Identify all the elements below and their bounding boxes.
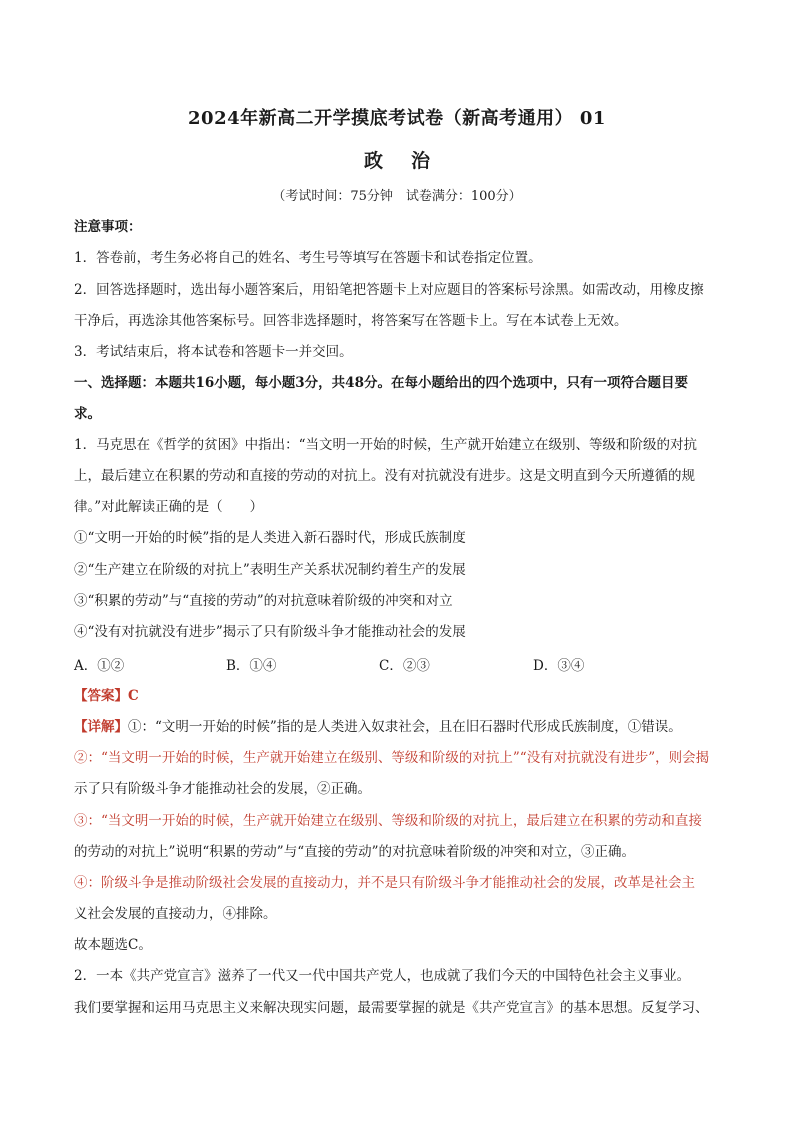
q1-statement: ③“积累的劳动”与“直接的劳动”的对抗意味着阶级的冲突和对立 <box>74 593 453 609</box>
q1-answer <box>74 686 724 706</box>
subject-title <box>0 146 794 173</box>
note-item: 1．答卷前，考生务必将自己的姓名、考生号等填写在答题卡和试卷指定位置。 <box>74 250 542 266</box>
note-item: 2．回答选择题时，选出每小题答案后，用铅笔把答题卡上对应题目的答案标号涂黑。如需改动，用橡皮擦 <box>74 282 704 298</box>
section-heading-cont: 求。 <box>74 406 101 422</box>
answer-label: 【答案】 <box>74 688 128 704</box>
detail-line: 示了只有阶级斗争才能推动社会的发展，②正确。 <box>74 781 371 797</box>
subject-char-1: 政 <box>363 150 383 172</box>
q1-conclusion: 故本题选C。 <box>74 937 152 953</box>
detail-line: ③：“当文明一开始的时候，生产就开始建立在级别、等级和阶级的对抗上，最后建立在积累的劳动和直接 <box>74 813 702 829</box>
q2-stem: 我们要掌握和运用马克思主义来解决现实问题，最需要掌握的就是《共产党宣言》的基本思想。反复学习、 <box>74 1000 709 1016</box>
detail-line: ①：“文明一开始的时候”指的是人类进入奴隶社会，且在旧石器时代形成氏族制度，①错误。 <box>128 719 682 735</box>
detail-line: 的劳动的对抗上”说明“积累的劳动”与“直接的劳动”的对抗意味着阶级的冲突和对立，③正确。 <box>74 844 636 860</box>
subject-char-2: 治 <box>411 150 431 172</box>
note-item: 3．考试结束后，将本试卷和答题卡一并交回。 <box>74 344 353 360</box>
q1-statement: ①“文明一开始的时候”指的是人类进入新石器时代，形成氏族制度 <box>74 530 466 546</box>
answer-value: C <box>128 688 139 704</box>
q1-statement: ②“生产建立在阶级的对抗上”表明生产关系状况制约着生产的发展 <box>74 562 466 578</box>
exam-info: （考试时间：75分钟 试卷满分：100分） <box>272 189 522 204</box>
detail-line: ②：“当文明一开始的时候，生产就开始建立在级别、等级和阶级的对抗上”“没有对抗就没有进步”，则会揭 <box>74 750 710 766</box>
q1-option-c: C．②③ <box>379 658 430 674</box>
notes-heading: 注意事项： <box>74 219 142 235</box>
detail-line: 义社会发展的直接动力，④排除。 <box>74 906 277 922</box>
note-item: 干净后，再选涂其他答案标号。回答非选择题时，将答案写在答题卡上。写在本试卷上无效。 <box>74 313 628 329</box>
q1-statement: ④“没有对抗就没有进步”揭示了只有阶级斗争才能推动社会的发展 <box>74 624 466 640</box>
q1-detail <box>74 717 724 737</box>
exam-title: 2024年新高二开学摸底考试卷（新高考通用） 01 <box>188 108 606 129</box>
q1-options <box>74 654 724 674</box>
q1-stem: 1．马克思在《哲学的贫困》中指出：“当文明一开始的时候，生产就开始建立在级别、等级和阶级的对抗 <box>74 437 697 453</box>
q1-stem: 上，最后建立在积累的劳动和直接的劳动的对抗上。没有对抗就没有进步。这是文明直到今天所遵循的规 <box>74 468 695 484</box>
q1-stem: 律。”对此解读正确的是（ ） <box>74 499 264 515</box>
q1-option-d: D．③④ <box>533 658 585 674</box>
q2-stem: 2．一本《共产党宣言》滋养了一代又一代中国共产党人，也成就了我们今天的中国特色社会主义事业。 <box>74 968 691 984</box>
q1-option-a: A．①② <box>74 658 125 674</box>
section-heading: 一、选择题：本题共16小题，每小题3分，共48分。在每小题给出的四个选项中，只有一项符合题目要 <box>74 375 688 391</box>
detail-label: 【详解】 <box>74 719 128 735</box>
detail-line: ④：阶级斗争是推动阶级社会发展的直接动力，并不是只有阶级斗争才能推动社会的发展，改革是社会主 <box>74 875 695 891</box>
q1-option-b: B．①④ <box>226 658 277 674</box>
